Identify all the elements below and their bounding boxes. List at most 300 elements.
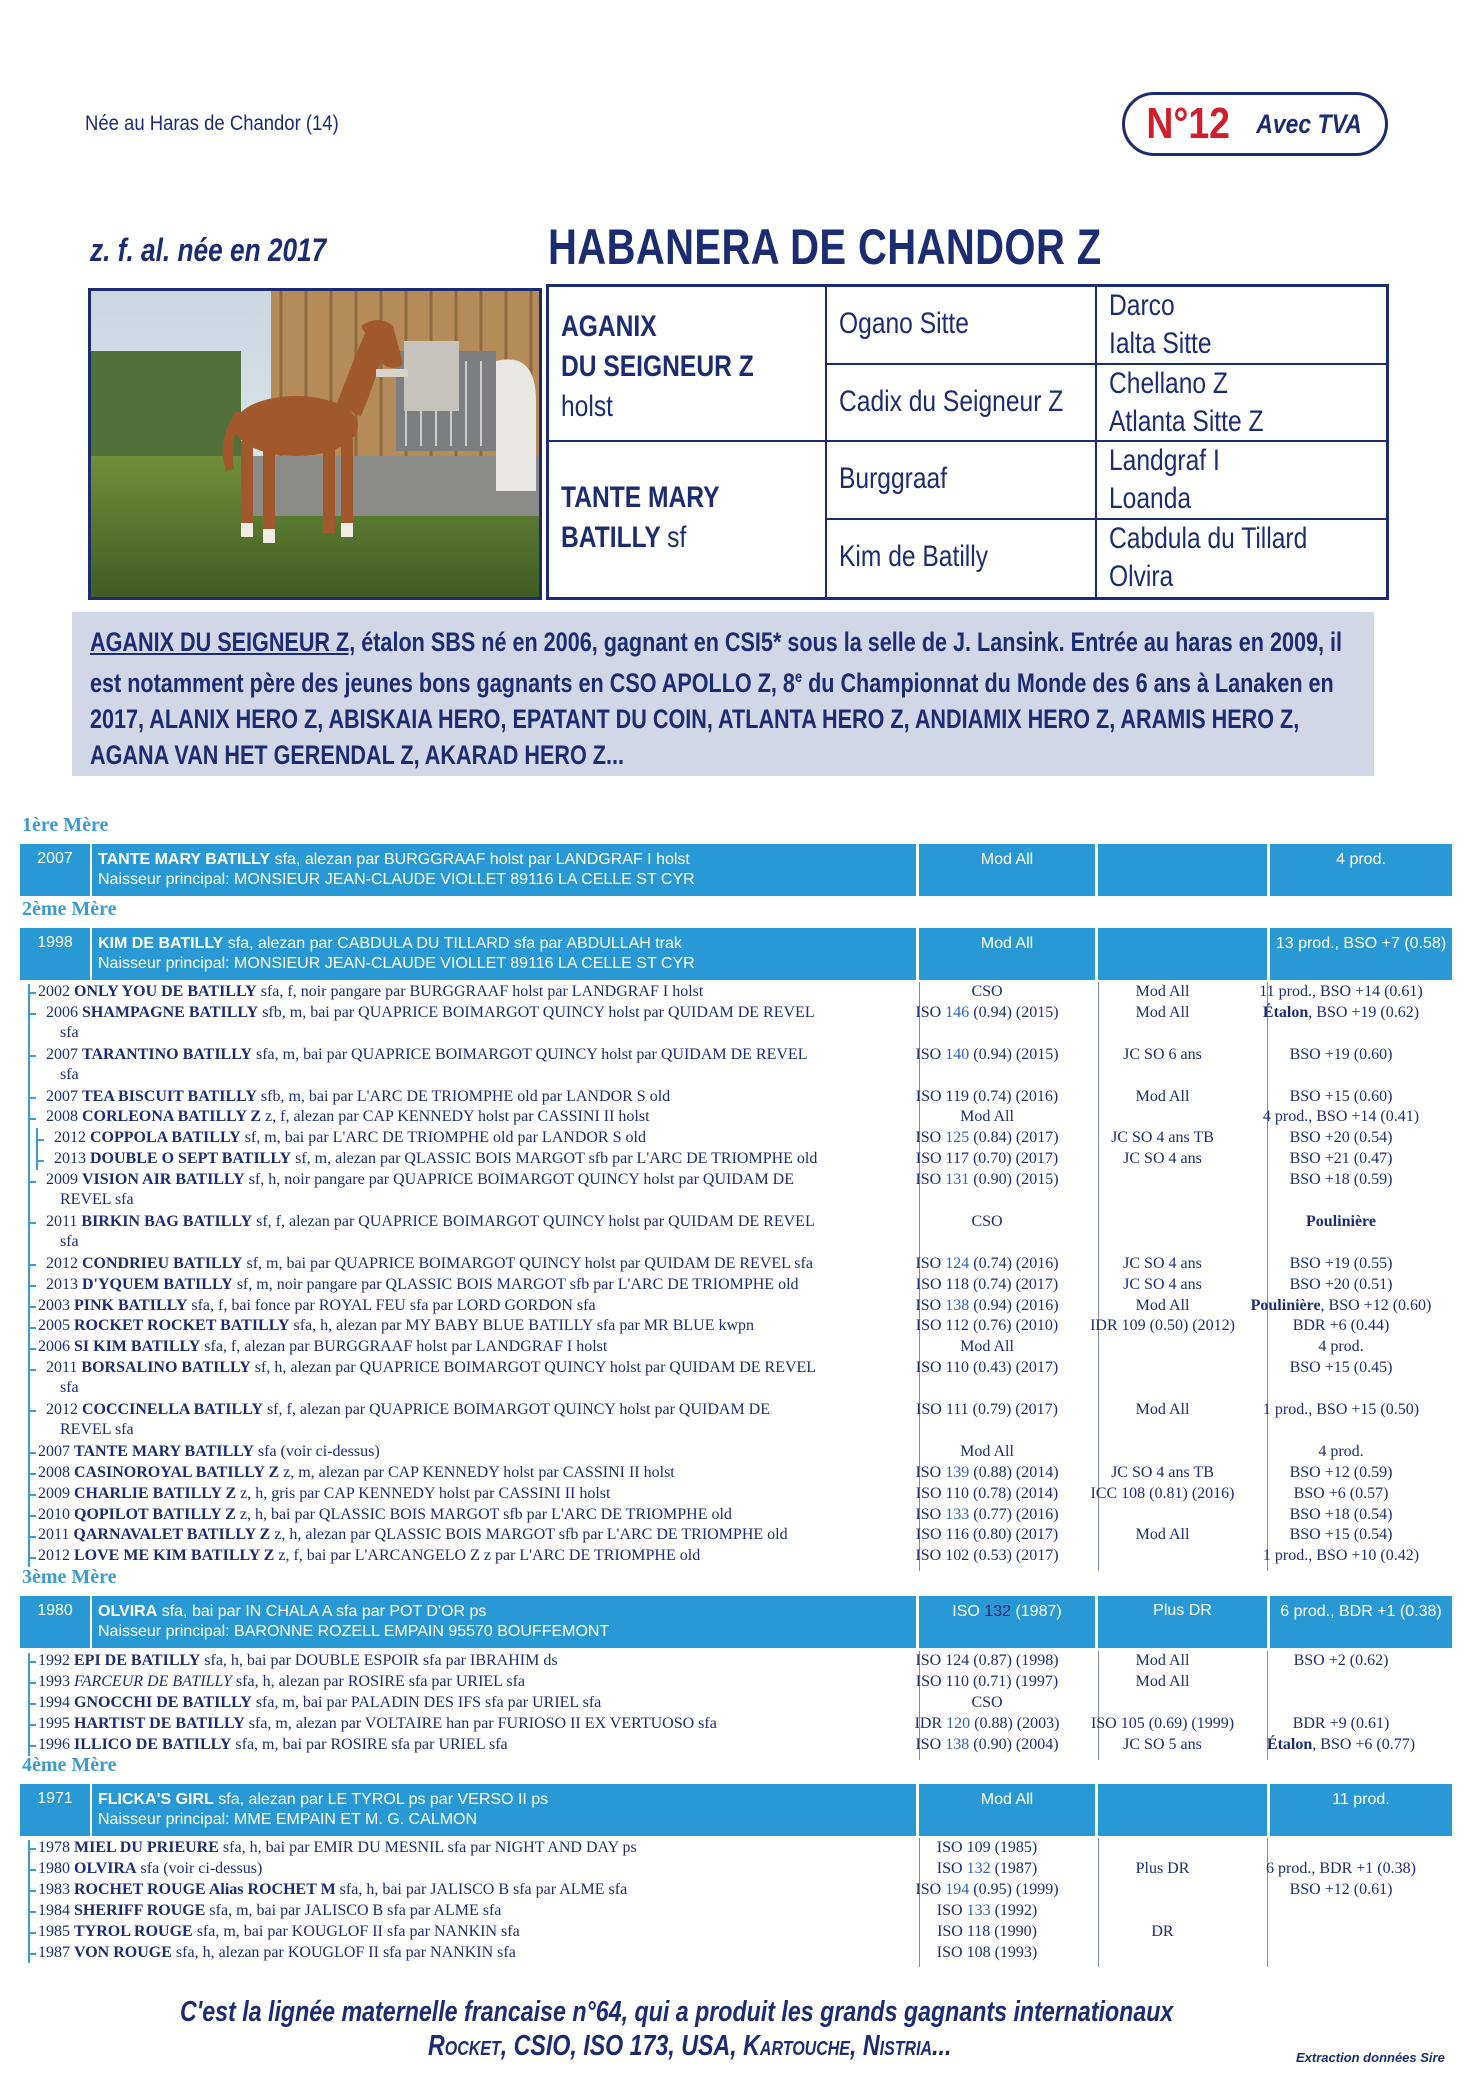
- descendant-level: Plus DR: [1135, 1859, 1190, 1877]
- descendant-production: 4 prod., BSO +14 (0.41): [1262, 1108, 1420, 1126]
- lineage-subline: [28, 1003, 30, 1045]
- descendant-info: [46, 1358, 870, 1398]
- descendant-desc: z, f, alezan par CAP KENNEDY holst par CASSINI II holst: [261, 1108, 650, 1126]
- descendant-index: ISO 146 (0.94) (2015): [915, 1003, 1059, 1021]
- descendant-row: [0, 1045, 1432, 1087]
- descendant-production: 11 prod., BSO +14 (0.61): [1259, 983, 1423, 1000]
- descendant-row: [0, 1880, 1432, 1901]
- descendant-name: HARTIST DE BATILLY: [74, 1714, 245, 1732]
- lineage-subline: [28, 1400, 30, 1442]
- descendant-desc: sfa, m, bai par ROSIRE sfa par URIEL sfa: [231, 1735, 508, 1753]
- descendant-row: [0, 1275, 1432, 1296]
- gen3-name: Chellano Z: [1109, 367, 1228, 400]
- descendant-production: BSO +20 (0.54): [1289, 1129, 1393, 1147]
- descendant-desc-cont: sfa: [60, 1023, 79, 1041]
- descendant-year: 2013: [46, 1275, 78, 1293]
- lineage-tick: [28, 1745, 36, 1747]
- descendant-index: ISO 133 (1992): [936, 1901, 1038, 1919]
- lineage-tick: [28, 992, 36, 994]
- lineage-tick: [28, 1222, 36, 1224]
- horse-photo: [88, 288, 542, 600]
- descendant-year: 2013: [54, 1150, 86, 1168]
- descendant-index: ISO 125 (0.84) (2017): [915, 1129, 1059, 1147]
- generation-header-row: [20, 1596, 1442, 1648]
- descendant-desc: z, h, bai par QLASSIC BOIS MARGOT sfb par L'ARC DE TRIOMPHE old: [235, 1505, 732, 1523]
- descendant-row: [0, 1651, 1432, 1672]
- gen2-name: Burggraaf: [839, 462, 948, 495]
- descendant-name: OLVIRA: [74, 1859, 137, 1877]
- descendant-year: 2002: [38, 983, 70, 1000]
- descendant-row: [0, 1714, 1432, 1735]
- descendant-desc: sfa, h, alezan par MY BABY BLUE BATILLY sfa par MR BLUE kwpn: [289, 1317, 755, 1335]
- lineage-tick: [28, 1557, 36, 1559]
- gen3-cell: [1097, 287, 1386, 365]
- descendant-row: [0, 1212, 1432, 1254]
- lineage-tick: [28, 1661, 36, 1663]
- descendant-index: Mod All: [960, 1442, 1014, 1460]
- dam-desc: sfa, bai par IN CHALA A sfa par POT D'OR ps: [157, 1603, 487, 1620]
- descendant-year: 2011: [46, 1212, 78, 1230]
- dam-name: TANTE MARY BATILLY: [98, 851, 271, 868]
- dam-desc: sfa, alezan par LE TYROL ps par VERSO II ps: [213, 1791, 549, 1808]
- descendant-name: QOPILOT BATILLY Z: [74, 1505, 236, 1523]
- dam-breeder: Naisseur principal: BARONNE ROZELL EMPAIN 95570 BOUFFEMONT: [98, 1623, 610, 1640]
- descendant-info: [38, 1442, 870, 1462]
- descendant-desc-cont: sfa: [60, 1232, 79, 1250]
- lineage-tick: [28, 1285, 36, 1287]
- gen3-cell: [1097, 442, 1386, 520]
- gen3-name: Darco: [1109, 289, 1175, 322]
- descendant-level: ICC 108 (0.81) (2016): [1090, 1484, 1235, 1502]
- descendant-production: BSO +18 (0.59): [1289, 1171, 1393, 1189]
- descendant-desc: sfa, f, bai fonce par ROYAL FEU sfa par LORD GORDON sfa: [187, 1296, 596, 1314]
- descendant-name: ONLY YOU DE BATILLY: [74, 983, 257, 1000]
- descendant-year: 2011: [38, 1526, 70, 1544]
- descendant-row: [0, 1170, 1432, 1212]
- generation-label: 1ère Mère: [22, 814, 109, 836]
- descendant-index: ISO 110 (0.78) (2014): [915, 1484, 1059, 1502]
- descendant-info: [46, 1107, 870, 1127]
- gen2-name: Cadix du Seigneur Z: [839, 385, 1064, 418]
- descendant-year: 2008: [46, 1108, 78, 1126]
- descendant-name: GNOCCHI DE BATILLY: [74, 1693, 252, 1711]
- descendant-year: 2003: [38, 1296, 70, 1314]
- descendant-desc-cont: sfa: [60, 1065, 79, 1083]
- generation-label: 2ème Mère: [22, 898, 117, 920]
- dam-production: 4 prod.: [1270, 844, 1452, 896]
- descendant-index: ISO 131 (0.90) (2015): [915, 1171, 1059, 1189]
- gen2-cell: [827, 442, 1097, 520]
- descendant-info: [38, 982, 870, 1002]
- descendant-name: SI KIM BATILLY: [74, 1338, 201, 1356]
- descendant-production: BSO +15 (0.45): [1289, 1359, 1393, 1377]
- descendant-production: BSO +12 (0.61): [1289, 1880, 1393, 1898]
- descendant-production: BSO +20 (0.51): [1289, 1275, 1393, 1293]
- descendant-info: [38, 1525, 870, 1545]
- descendant-name: ROCKET ROCKET BATILLY: [74, 1317, 290, 1335]
- descendant-info: [38, 1546, 870, 1566]
- lineage-tick: [28, 1452, 36, 1454]
- descendant-name: CORLEONA BATILLY Z: [82, 1108, 262, 1126]
- descendant-row: [0, 1337, 1432, 1358]
- lineage-tick: [28, 1536, 36, 1538]
- dam-year: 2007: [20, 844, 90, 896]
- lineage-tick: [28, 1911, 36, 1913]
- lineage-tick: [28, 1724, 36, 1726]
- dam-desc: sfa, alezan par BURGGRAAF holst par LANDGRAF I holst: [270, 851, 690, 868]
- descendant-desc: z, h, gris par CAP KENNEDY holst par CASSINI II holst: [236, 1484, 611, 1502]
- descendant-level: JC SO 4 ans: [1123, 1254, 1202, 1272]
- descendant-level: Mod All: [1135, 1401, 1190, 1418]
- descendant-level: Mod All: [1135, 1526, 1190, 1544]
- descendant-level: Mod All: [1135, 983, 1190, 1000]
- lineage-tick: [36, 1139, 44, 1141]
- descendant-year: 2012: [38, 1547, 70, 1565]
- descendant-name: QARNAVALET BATILLY Z: [73, 1526, 271, 1544]
- dam-info: [92, 1596, 916, 1648]
- dam-breeder: Naisseur principal: MONSIEUR JEAN-CLAUDE VIOLLET 89116 LA CELLE ST CYR: [98, 871, 695, 888]
- descendant-index: ISO 108 (1993): [936, 1943, 1038, 1961]
- footer-winners-text: Rocket, CSIO, ISO 173, USA, Kartouche, Nistria...: [428, 2030, 952, 2062]
- descendant-name: LOVE ME KIM BATILLY Z: [74, 1547, 275, 1565]
- dam-name: KIM DE BATILLY: [98, 935, 224, 952]
- descendant-production: Poulinière: [1306, 1212, 1376, 1230]
- gen2-cell: [827, 520, 1097, 597]
- descendant-name: VON ROUGE: [74, 1943, 172, 1961]
- lineage-tick: [28, 1515, 36, 1517]
- descendant-desc: sf, h, alezan par QUAPRICE BOIMARGOT QUINCY holst par QUIDAM DE REVEL: [250, 1359, 817, 1377]
- descendant-year: 1980: [38, 1859, 70, 1877]
- descendant-desc: sfa, h, bai par EMIR DU MESNIL sfa par NIGHT AND DAY ps: [218, 1839, 637, 1856]
- dam-desc: sfa, alezan par CABDULA DU TILLARD sfa par ABDULLAH trak: [223, 935, 682, 952]
- descendant-row: [0, 1463, 1432, 1484]
- gen3-name: Cabdula du Tillard: [1109, 522, 1308, 555]
- sire-name-line1: AGANIX: [561, 310, 657, 343]
- descendant-desc: sfb, m, bai par QUAPRICE BOIMARGOT QUINCY holst par QUIDAM DE REVEL: [258, 1003, 815, 1021]
- descendant-desc: sfa (voir ci-dessus): [253, 1442, 380, 1460]
- sire-cell: [549, 287, 827, 442]
- dam-index: Mod All: [919, 928, 1095, 980]
- descendant-info: [38, 1901, 870, 1921]
- descendant-level: JC SO 5 ans: [1123, 1735, 1202, 1753]
- descendant-year: 2011: [46, 1359, 78, 1377]
- lineage-tick: [28, 1953, 36, 1955]
- descendant-info: [46, 1045, 870, 1085]
- descendant-production: BSO +12 (0.59): [1289, 1463, 1393, 1481]
- descendant-desc: sfa, h, alezan par ROSIRE sfa par URIEL sfa: [231, 1672, 526, 1690]
- gen2-name: Ogano Sitte: [839, 307, 969, 340]
- descendant-index: ISO 119 (0.74) (2016): [915, 1087, 1059, 1105]
- descendant-desc: sf, m, bai par QUAPRICE BOIMARGOT QUINCY holst par QUIDAM DE REVEL sfa: [242, 1254, 813, 1272]
- dam-production: 6 prod., BDR +1 (0.38): [1270, 1596, 1452, 1648]
- dam-name-line1: TANTE MARY: [561, 481, 720, 514]
- sire-description-text: AGANIX DU SEIGNEUR Z, étalon SBS né en 2006, gagnant en CSI5* sous la selle de J. Lansink. Entrée au haras en 2009, il est notamment père des jeunes bons gagnants en CSO APOLLO Z, 8e du Championnat du Monde des 6 ans à Lanaken en 2017, ALANIX HERO Z, ABISKAIA HERO, EPATANT DU COIN, ATLANTA HERO Z, ANDIAMIX HERO Z, ARAMIS HERO Z, AGANA VAN HET GERENDAL Z, AKARAD HERO Z...: [90, 627, 1343, 770]
- descendant-year: 2006: [46, 1003, 78, 1021]
- descendant-index: Mod All: [960, 1338, 1014, 1356]
- descendant-year: 2009: [46, 1171, 78, 1189]
- descendant-level: Mod All: [1135, 1003, 1190, 1021]
- descendant-name: CHARLIE BATILLY Z: [74, 1484, 237, 1502]
- lineage-tick: [28, 1306, 36, 1308]
- descendant-name: SHAMPAGNE BATILLY: [82, 1003, 259, 1021]
- lineage-subline: [28, 1045, 30, 1087]
- descendant-production: BDR +9 (0.61): [1292, 1714, 1390, 1732]
- descendant-level: JC SO 6 ans: [1123, 1045, 1202, 1063]
- descendant-row: [0, 1693, 1432, 1714]
- dam-index: Mod All: [919, 844, 1095, 896]
- descendant-info: [54, 1128, 870, 1148]
- gen3-name: Loanda: [1109, 482, 1192, 515]
- descendant-index: IDR 120 (0.88) (2003): [914, 1714, 1060, 1732]
- descendant-production: BDR +6 (0.44): [1292, 1317, 1390, 1335]
- descendant-year: 1978: [38, 1839, 70, 1856]
- horse-subtitle: z. f. al. née en 2017: [90, 232, 327, 268]
- lineage-tick: [36, 1160, 44, 1162]
- descendant-info: [38, 1880, 870, 1900]
- descendant-level: JC SO 4 ans TB: [1111, 1129, 1214, 1147]
- descendant-desc-cont: REVEL sfa: [60, 1191, 134, 1209]
- lineage-tick: [28, 1869, 36, 1871]
- lot-number-badge: [1122, 92, 1388, 156]
- dam-production: 11 prod.: [1270, 1784, 1452, 1836]
- pedigree-table: [546, 284, 1389, 600]
- descendant-info: [46, 1003, 870, 1043]
- descendant-desc: sfa, h, alezan par KOUGLOF II sfa par NANKIN sfa: [171, 1943, 516, 1961]
- lineage-tick: [28, 1369, 36, 1371]
- descendant-row: [0, 1484, 1432, 1505]
- descendant-row: [0, 1358, 1432, 1400]
- descendant-index: ISO 140 (0.94) (2015): [915, 1045, 1059, 1063]
- dam-production: 13 prod., BSO +7 (0.58): [1270, 928, 1452, 980]
- lineage-tick: [28, 1410, 36, 1412]
- descendant-info: [46, 1254, 870, 1274]
- descendant-name: TARANTINO BATILLY: [82, 1045, 252, 1063]
- descendant-year: 2012: [54, 1129, 86, 1147]
- lineage-tick: [28, 1473, 36, 1475]
- descendant-index: ISO 124 (0.87) (1998): [915, 1652, 1059, 1669]
- descendant-year: 1996: [38, 1735, 70, 1753]
- descendant-production: BSO +15 (0.54): [1289, 1526, 1393, 1544]
- descendant-row: [0, 1922, 1432, 1943]
- descendant-desc: sfa, h, bai par DOUBLE ESPOIR sfa par IBRAHIM ds: [200, 1652, 558, 1669]
- descendant-year: 1984: [38, 1901, 70, 1919]
- dam-info: [92, 928, 916, 980]
- descendant-year: 2006: [38, 1338, 70, 1356]
- descendant-info: [38, 1859, 870, 1879]
- descendant-index: ISO 102 (0.53) (2017): [915, 1547, 1059, 1565]
- descendant-production: 1 prod., BSO +15 (0.50): [1262, 1401, 1420, 1418]
- descendant-year: 2012: [46, 1254, 78, 1272]
- lineage-tick: [28, 1013, 36, 1015]
- descendant-production: Étalon, BSO +6 (0.77): [1266, 1735, 1416, 1753]
- descendant-name: FARCEUR DE BATILLY: [74, 1672, 232, 1690]
- descendant-level: JC SO 4 ans TB: [1111, 1463, 1214, 1481]
- dam-index: ISO 132 (1987): [919, 1596, 1095, 1648]
- descendant-index: Mod All: [960, 1108, 1014, 1126]
- lineage-tick: [28, 1264, 36, 1266]
- lineage-tick: [28, 1097, 36, 1099]
- gen2-cell: [827, 287, 1097, 365]
- descendant-index: CSO: [971, 983, 1003, 1000]
- lineage-tick: [28, 1682, 36, 1684]
- descendant-name: TYROL ROUGE: [74, 1922, 193, 1940]
- descendant-name: VISION AIR BATILLY: [82, 1171, 245, 1189]
- descendant-name: MIEL DU PRIEURE: [74, 1839, 219, 1856]
- dam-year: 1971: [20, 1784, 90, 1836]
- descendant-production: BSO +15 (0.60): [1289, 1087, 1393, 1105]
- dam-breed: sf: [667, 521, 687, 554]
- descendant-name: CONDRIEU BATILLY: [82, 1254, 243, 1272]
- gen3-cell: [1097, 365, 1386, 442]
- descendant-production: BSO +2 (0.62): [1293, 1652, 1389, 1669]
- lineage-tick: [28, 1494, 36, 1496]
- descendant-desc: sf, f, alezan par QUAPRICE BOIMARGOT QUINCY holst par QUIDAM DE REVEL: [252, 1212, 815, 1230]
- descendant-name: EPI DE BATILLY: [74, 1652, 201, 1669]
- lot-number: N°12: [1146, 99, 1230, 148]
- descendant-level: JC SO 4 ans: [1123, 1150, 1202, 1168]
- descendant-info: [38, 1651, 870, 1671]
- descendant-index: ISO 111 (0.79) (2017): [916, 1401, 1058, 1418]
- descendant-row: [0, 1254, 1432, 1275]
- generation-header-row: [20, 928, 1447, 980]
- descendant-row: [0, 1546, 1432, 1567]
- descendant-level: Mod All: [1135, 1672, 1190, 1690]
- descendant-name: ROCHET ROUGE Alias ROCHET M: [74, 1880, 336, 1898]
- descendant-year: 1992: [38, 1652, 70, 1669]
- descendant-row: [0, 1128, 1432, 1149]
- descendant-index: ISO 109 (1985): [936, 1839, 1038, 1856]
- descendant-name: DOUBLE O SEPT BATILLY: [90, 1150, 292, 1168]
- birthplace-text: Née au Haras de Chandor (14): [85, 112, 339, 135]
- descendant-year: 1983: [38, 1880, 70, 1898]
- descendant-index: ISO 118 (0.74) (2017): [915, 1275, 1059, 1293]
- dam-year: 1998: [20, 928, 90, 980]
- dam-level: Plus DR: [1098, 1596, 1267, 1648]
- descendant-year: 2008: [38, 1463, 70, 1481]
- descendant-info: [46, 1087, 870, 1107]
- generation-header-row: [20, 1784, 1390, 1836]
- lineage-tick: [28, 1848, 36, 1850]
- descendant-info: [38, 1672, 870, 1692]
- descendant-year: 2005: [38, 1317, 70, 1335]
- descendant-index: ISO 138 (0.94) (2016): [915, 1296, 1059, 1314]
- lineage-subline: [28, 1212, 30, 1254]
- descendant-production: BSO +19 (0.60): [1289, 1045, 1393, 1063]
- dam-breeder: Naisseur principal: MME EMPAIN ET M. G. CALMON: [98, 1811, 478, 1828]
- descendant-info: [38, 1463, 870, 1483]
- descendant-desc: sfa, m, alezan par VOLTAIRE han par FURIOSO II EX VERTUOSO sfa: [244, 1714, 717, 1732]
- sire-name-line2: DU SEIGNEUR Z: [561, 350, 754, 383]
- lineage-tick: [28, 1118, 36, 1120]
- descendant-production: BSO +21 (0.47): [1289, 1150, 1393, 1168]
- descendant-row: [0, 1149, 1432, 1170]
- dam-name: FLICKA'S GIRL: [98, 1791, 214, 1808]
- descendant-index: ISO 132 (1987): [936, 1859, 1038, 1877]
- descendant-desc: sfa, m, bai par JALISCO B sfa par ALME sfa: [205, 1901, 502, 1919]
- dam-level: [1098, 844, 1267, 896]
- descendant-row: [0, 1316, 1432, 1337]
- gen3-cell: [1097, 520, 1386, 597]
- descendant-row: [0, 982, 1432, 1003]
- sire-description-lead: AGANIX DU SEIGNEUR Z,: [90, 627, 356, 657]
- descendant-index: ISO 110 (0.71) (1997): [915, 1672, 1059, 1690]
- descendant-info: [38, 1484, 870, 1504]
- descendant-name: SHERIFF ROUGE: [74, 1901, 206, 1919]
- descendant-level: ISO 105 (0.69) (1999): [1090, 1714, 1235, 1732]
- descendant-desc: sf, f, alezan par QUAPRICE BOIMARGOT QUINCY holst par QUIDAM DE: [262, 1401, 770, 1418]
- lineage-tick: [28, 1932, 36, 1934]
- descendant-index: ISO 118 (1990): [937, 1922, 1037, 1940]
- descendant-year: 1993: [38, 1672, 70, 1690]
- descendant-index: CSO: [971, 1212, 1003, 1230]
- lineage-tick: [28, 1348, 36, 1350]
- descendant-info: [38, 1735, 870, 1755]
- descendant-desc: z, h, alezan par QLASSIC BOIS MARGOT sfb par L'ARC DE TRIOMPHE old: [270, 1526, 788, 1544]
- generation-header-row: [20, 844, 1386, 896]
- descendant-desc: sf, h, noir pangare par QUAPRICE BOIMARGOT QUINCY holst par QUIDAM DE: [244, 1171, 795, 1189]
- descendant-name: CASINOROYAL BATILLY Z: [74, 1463, 280, 1481]
- footer-lineage-text: C'est la lignée maternelle francaise n°64, qui a produit les grands gagnants internationaux: [180, 1996, 1174, 2028]
- descendant-index: CSO: [971, 1693, 1003, 1711]
- gen3-name: Landgraf I: [1109, 444, 1220, 477]
- lineage-tick: [28, 1703, 36, 1705]
- descendant-production: 4 prod.: [1318, 1338, 1364, 1356]
- descendant-index: ISO 112 (0.76) (2010): [915, 1317, 1059, 1335]
- descendant-production: Étalon, BSO +19 (0.62): [1262, 1003, 1420, 1021]
- gen3-name: Olvira: [1109, 560, 1174, 593]
- descendant-desc: z, f, bai par L'ARCANGELO Z z par L'ARC DE TRIOMPHE old: [274, 1547, 701, 1565]
- gen2-cell: [827, 365, 1097, 442]
- descendant-year: 1995: [38, 1714, 70, 1732]
- descendant-desc: sf, m, noir pangare par QLASSIC BOIS MARGOT sfb par L'ARC DE TRIOMPHE old: [232, 1275, 799, 1293]
- descendant-name: BIRKIN BAG BATILLY: [81, 1212, 253, 1230]
- descendant-info: [38, 1316, 870, 1336]
- descendant-production: Poulinière, BSO +12 (0.60): [1250, 1296, 1432, 1314]
- descendant-name: ILLICO DE BATILLY: [74, 1735, 232, 1753]
- descendant-desc: sfa, m, bai par PALADIN DES IFS sfa par URIEL sfa: [251, 1693, 602, 1711]
- descendant-index: ISO 124 (0.74) (2016): [915, 1254, 1059, 1272]
- descendant-desc-cont: sfa: [60, 1379, 79, 1397]
- gen3-name: Ialta Sitte: [1109, 327, 1212, 360]
- descendant-index: ISO 110 (0.43) (2017): [915, 1359, 1059, 1377]
- lineage-tick: [28, 1890, 36, 1892]
- descendant-production: 1 prod., BSO +10 (0.42): [1262, 1547, 1420, 1565]
- descendant-year: 2010: [38, 1505, 70, 1523]
- descendant-production: BSO +6 (0.57): [1293, 1484, 1389, 1502]
- descendant-desc: sfa, m, bai par QUAPRICE BOIMARGOT QUINCY holst par QUIDAM DE REVEL: [251, 1045, 808, 1063]
- descendant-info: [38, 1714, 870, 1734]
- descendant-info: [38, 1693, 870, 1713]
- dam-year: 1980: [20, 1596, 90, 1648]
- descendant-info: [46, 1212, 870, 1252]
- descendant-index: ISO 138 (0.90) (2004): [915, 1735, 1059, 1753]
- descendant-level: Mod All: [1135, 1087, 1190, 1105]
- lineage-tick: [28, 1181, 36, 1183]
- descendant-info: [38, 1296, 870, 1316]
- descendant-year: 2007: [46, 1045, 78, 1063]
- descendant-year: 2012: [46, 1401, 78, 1418]
- descendant-desc: sfa, h, bai par JALISCO B sfa par ALME sfa: [335, 1880, 628, 1898]
- descendant-year: 1987: [38, 1943, 70, 1961]
- descendant-row: [0, 1107, 1432, 1128]
- descendant-production: 4 prod.: [1318, 1442, 1364, 1460]
- descendant-level: Mod All: [1135, 1296, 1190, 1314]
- sire-description-box: [72, 612, 1374, 776]
- descendant-desc: sf, m, bai par L'ARC DE TRIOMPHE old par LANDOR S old: [240, 1129, 646, 1147]
- descendant-row: [0, 1859, 1432, 1880]
- dam-name: OLVIRA: [98, 1603, 158, 1620]
- descendant-year: 2007: [46, 1087, 78, 1105]
